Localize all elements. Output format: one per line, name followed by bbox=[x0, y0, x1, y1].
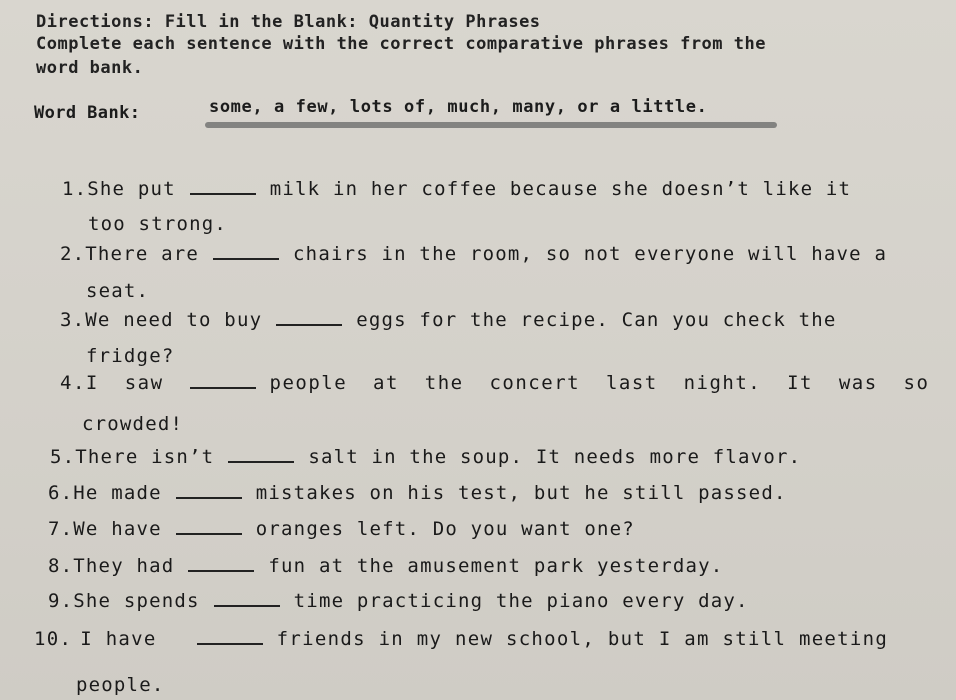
question-number: 4. bbox=[60, 372, 86, 394]
question-1 bbox=[62, 178, 851, 200]
word-bank-words: some, a few, lots of, much, many, or a little. bbox=[209, 97, 708, 117]
question-number: 8. bbox=[48, 555, 74, 577]
question-text-before: They had bbox=[73, 555, 175, 577]
answer-blank[interactable] bbox=[228, 460, 294, 463]
question-number: 2. bbox=[60, 243, 86, 265]
answer-blank[interactable] bbox=[197, 642, 263, 645]
answer-blank[interactable] bbox=[214, 604, 280, 607]
answer-blank[interactable] bbox=[176, 532, 242, 535]
word-bank-label: Word Bank: bbox=[34, 103, 141, 123]
question-number: 7. bbox=[48, 518, 74, 540]
question-text-before: We have bbox=[73, 518, 162, 540]
question-text-before: She spends bbox=[73, 590, 200, 612]
question-text-before: He made bbox=[73, 482, 162, 504]
question-text-after: salt in the soup. It needs more flavor. bbox=[308, 446, 802, 468]
question-8 bbox=[48, 555, 723, 577]
intro-line-2: word bank. bbox=[36, 58, 144, 78]
question-text-before: We need to buy bbox=[85, 309, 263, 331]
answer-blank[interactable] bbox=[188, 569, 254, 572]
answer-blank[interactable] bbox=[176, 496, 242, 499]
question-1-continued: too strong. bbox=[88, 213, 228, 235]
question-text-before: I saw bbox=[85, 372, 164, 394]
question-5 bbox=[50, 446, 801, 468]
question-number: 6. bbox=[48, 482, 74, 504]
answer-blank[interactable] bbox=[190, 192, 256, 195]
question-text-before: There isn’t bbox=[75, 446, 215, 468]
question-text-before: I have bbox=[80, 628, 157, 650]
question-text-after: oranges left. Do you want one? bbox=[255, 518, 635, 540]
question-3-continued: fridge? bbox=[86, 345, 175, 367]
answer-blank[interactable] bbox=[213, 257, 279, 260]
question-3 bbox=[60, 309, 837, 331]
answer-blank[interactable] bbox=[190, 386, 256, 389]
question-text-after: people at the concert last night. It was so bbox=[269, 372, 930, 394]
question-number: 5. bbox=[50, 446, 76, 468]
question-7 bbox=[48, 518, 635, 540]
question-text-after: mistakes on his test, but he still passed. bbox=[255, 482, 787, 504]
question-6 bbox=[48, 482, 787, 504]
question-text-after: eggs for the recipe. Can you check the bbox=[356, 309, 837, 331]
question-2 bbox=[60, 243, 887, 265]
question-number: 3. bbox=[60, 309, 86, 331]
question-text-after: friends in my new school, but I am still meeting bbox=[276, 628, 889, 650]
question-text-after: time practicing the piano every day. bbox=[293, 590, 749, 612]
answer-blank[interactable] bbox=[276, 323, 342, 326]
question-text-after: fun at the amusement park yesterday. bbox=[268, 555, 724, 577]
question-4-continued: crowded! bbox=[82, 413, 184, 435]
directions-title: Directions: Fill in the Blank: Quantity Phrases bbox=[36, 12, 541, 32]
question-10 bbox=[34, 628, 888, 650]
question-number: 9. bbox=[48, 590, 74, 612]
question-text-after: milk in her coffee because she doesn’t like it bbox=[269, 178, 852, 200]
question-text-before: She put bbox=[87, 178, 176, 200]
intro-line-1: Complete each sentence with the correct comparative phrases from the bbox=[36, 34, 766, 54]
word-bank-underline bbox=[205, 122, 777, 128]
question-2-continued: seat. bbox=[86, 280, 150, 302]
question-text-before: There are bbox=[85, 243, 200, 265]
question-9 bbox=[48, 590, 749, 612]
question-text-after: chairs in the room, so not everyone will have a bbox=[293, 243, 888, 265]
question-10-continued: people. bbox=[76, 674, 165, 696]
question-number: 1. bbox=[62, 178, 88, 200]
question-number: 10. bbox=[34, 628, 73, 650]
question-4 bbox=[60, 372, 929, 394]
